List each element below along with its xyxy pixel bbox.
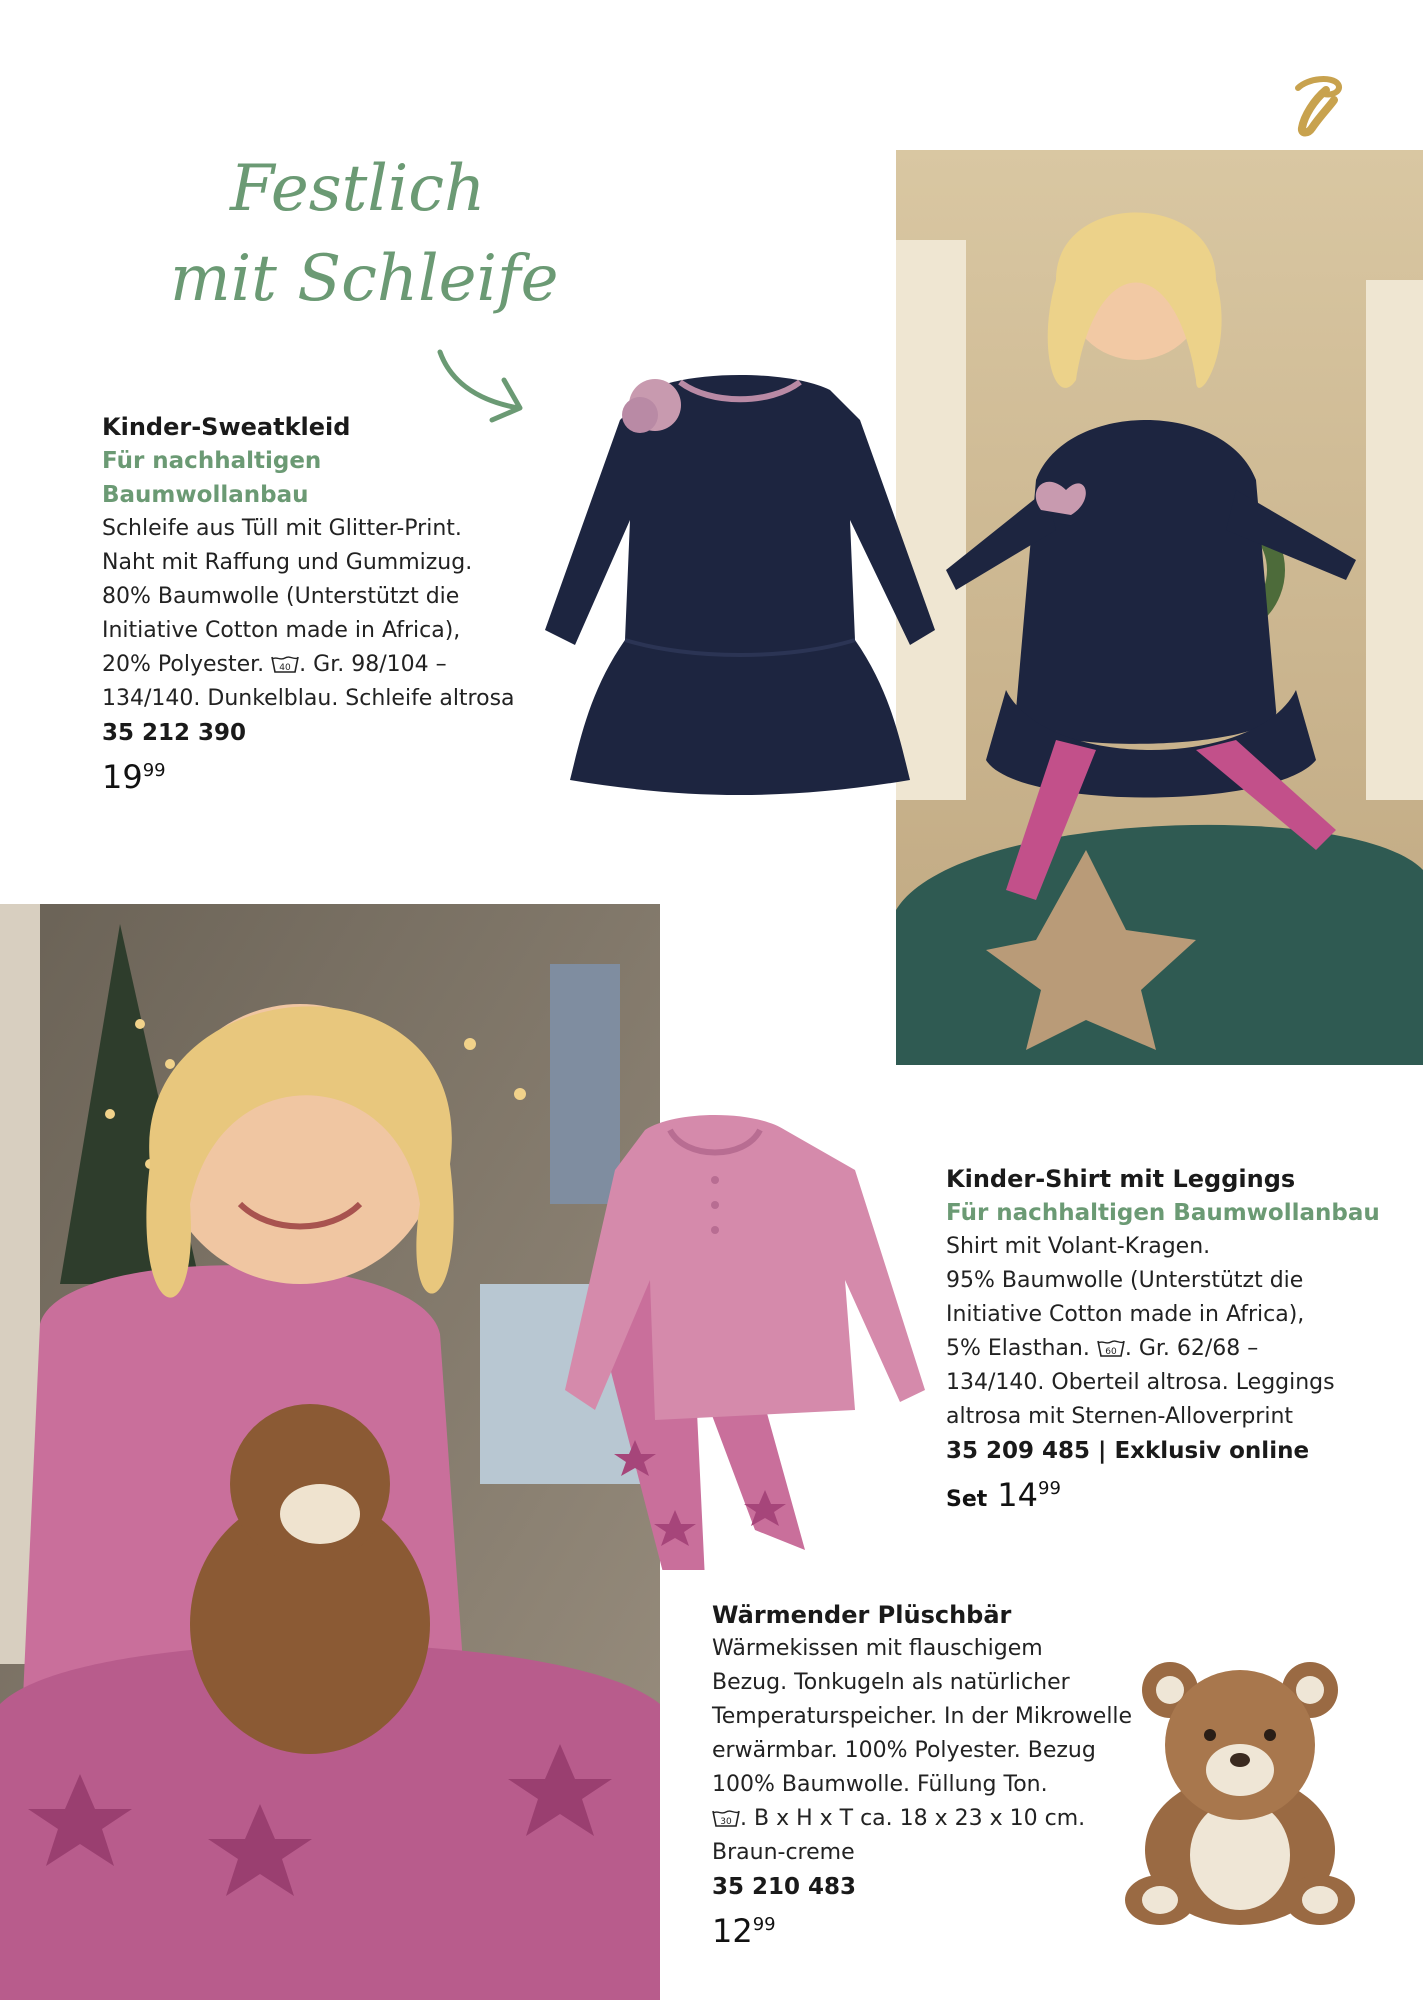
product-teddy-bear [712,1598,1152,1954]
product-description: altrosa mit Sternen-Alloverprint [946,1404,1294,1429]
product-dress [102,410,562,800]
article-number: 35 209 485 | Exklusiv online [946,1438,1310,1464]
product-description: Shirt mit Volant-Kragen. [946,1234,1211,1259]
price [712,1914,1152,1954]
wash-care-icon [1097,1335,1125,1355]
price-euro: 19 [102,758,143,796]
price-cent: 99 [752,1914,776,1935]
photo-girl-in-dress [896,150,1423,1065]
description-text: 5% Elasthan. [946,1336,1090,1361]
price-cent: 99 [1038,1478,1061,1499]
headline-line-1: Festlich [230,152,486,226]
product-description: Temperaturspeicher. In der Mikrowelle [712,1704,1133,1729]
article-number: 35 212 390 [102,720,247,746]
product-description: 134/140. Oberteil altrosa. Leggings [946,1370,1335,1395]
wash-care-icon [712,1805,740,1825]
tchibo-logo-icon [1286,70,1346,140]
wash-temperature: 40 [279,663,291,673]
product-title: Kinder-Sweatkleid [102,413,351,441]
price [946,1478,1386,1518]
wash-care-icon [271,651,299,671]
product-description: Initiative Cotton made in Africa), [102,618,461,643]
product-description: Wärmekissen mit flauschigem [712,1636,1043,1661]
description-text: 20% Polyester. [102,652,265,677]
product-image-pajama [555,1110,935,1570]
product-image-dress [530,360,950,800]
product-description: 134/140. Dunkelblau. Schleife altrosa [102,686,515,711]
price-euro: 14 [997,1476,1039,1514]
product-description: 95% Baumwolle (Unterstützt die [946,1268,1304,1293]
product-title: Kinder-Shirt mit Leggings [946,1165,1296,1193]
price-cent: 99 [142,760,166,781]
product-description: erwärmbar. 100% Polyester. Bezug [712,1738,1096,1763]
product-description: Schleife aus Tüll mit Glitter-Print. [102,516,462,541]
wash-temperature: 30 [720,1817,732,1827]
product-description [712,1802,1152,1836]
product-description: Initiative Cotton made in Africa), [946,1302,1305,1327]
product-description [946,1332,1386,1366]
price-euro: 12 [712,1912,753,1950]
price [102,760,562,800]
product-description: Braun-creme [712,1840,855,1865]
product-description: Bezug. Tonkugeln als natürlicher [712,1670,1070,1695]
description-text: . Gr. 62/68 – [1124,1336,1259,1361]
product-description [102,648,562,682]
description-text: . Gr. 98/104 – [299,652,447,677]
product-subtitle: Für nachhaltigen Baumwollanbau [946,1200,1380,1226]
product-title: Wärmender Plüschbär [712,1601,1012,1629]
product-pajama [946,1162,1386,1518]
product-description: Naht mit Raffung und Gummizug. [102,550,473,575]
headline [160,140,580,340]
description-text: . B x H x T ca. 18 x 23 x 10 cm. [740,1806,1086,1831]
product-description: 80% Baumwolle (Unterstützt die [102,584,460,609]
product-subtitle: Für nachhaltigen [102,448,322,474]
article-number: 35 210 483 [712,1874,857,1900]
product-description: 100% Baumwolle. Füllung Ton. [712,1772,1048,1797]
wash-temperature: 60 [1105,1347,1117,1357]
product-subtitle: Baumwollanbau [102,482,309,508]
price-prefix: Set [946,1487,988,1512]
headline-line-2: mit Schleife [170,242,559,316]
